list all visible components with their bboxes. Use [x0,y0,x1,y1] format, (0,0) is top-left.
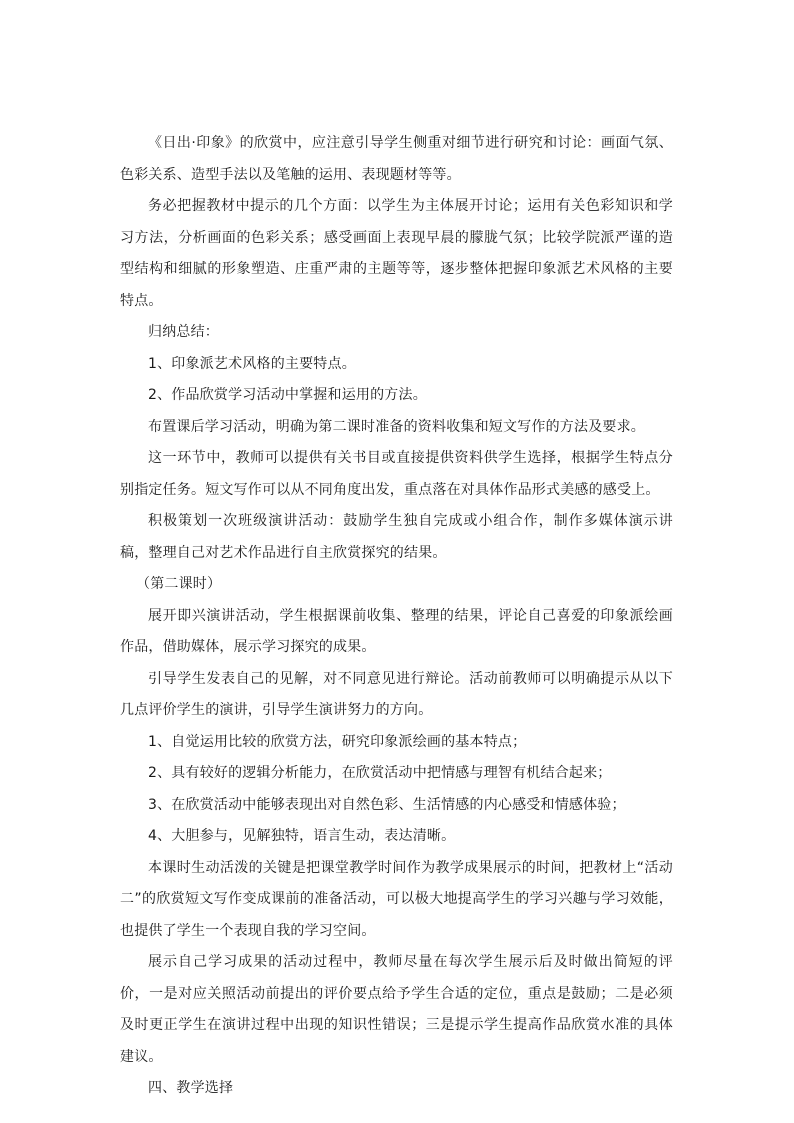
paragraph-summary-heading: 归纳总结： [148,324,219,340]
section-heading-teaching-choice: 四、教学选择 [148,1080,234,1096]
paragraph-evaluation: 展示自己学习成果的活动过程中，教师尽量在每次学生展示后及时做出简短的评价，一是对应关照活动前提出的评价要点给予学生合适的定位，重点是鼓励；二是必须及时更正学生在演讲过程中出现的知识性错误；三是提示学生提高作品欣赏水准的具体建议。 [120,954,673,1065]
paragraph-teacher-resources: 这一环节中，教师可以提供有关书目或直接提供资料供学生选择，根据学生特点分别指定任务。短文写作可以从不同角度出发，重点落在对具体作品形式美感的感受上。 [120,450,673,498]
paragraph-speech-activity: 展开即兴演讲活动，学生根据课前收集、整理的结果，评论自己喜爱的印象派绘画作品，借助媒体，展示学习探究的成果。 [120,607,673,655]
document-page [120,128,673,1105]
paragraph-debate: 引导学生发表自己的见解，对不同意见进行辩论。活动前教师可以明确提示从以下几点评价学生的演讲，引导学生演讲努力的方向。 [120,670,673,718]
criteria-item-4: 4、大胆参与，见解独特，语言生动，表达清晰。 [148,828,456,844]
summary-item-2: 2、作品欣赏学习活动中掌握和运用的方法。 [148,387,427,403]
paragraph-detail-appreciation: 《日出·印象》的欣赏中，应注意引导学生侧重对细节进行研究和讨论：画面气氛、色彩关系、造型手法以及笔触的运用、表现题材等等。 [120,135,673,183]
criteria-item-2: 2、具有较好的逻辑分析能力，在欣赏活动中把情感与理智有机结合起来； [148,765,612,781]
criteria-item-3: 3、在欣赏活动中能够表现出对自然色彩、生活情感的内心感受和情感体验； [148,796,626,813]
section-second-lesson: （第二课时） [136,576,222,592]
summary-item-1: 1、印象派艺术风格的主要特点。 [148,355,356,372]
criteria-item-1: 1、自觉运用比较的欣赏方法，研究印象派绘画的基本特点； [148,733,527,750]
paragraph-key-to-lesson: 本课时生动活泼的关键是把课堂教学时间作为教学成果展示的时间，把教材上“活动二”的欣赏短文写作变成课前的准备活动，可以极大地提高学生的学习兴趣与学习效能，也提供了学生一个表现自我的学习空间。 [120,859,673,939]
paragraph-key-aspects: 务必把握教材中提示的几个方面：以学生为主体展开讨论；运用有关色彩知识和学习方法，分析画面的色彩关系；感受画面上表现早晨的朦胧气氛；比较学院派严谨的造型结构和细腻的形象塑造、庄重严肃的主题等等，逐步整体把握印象派艺术风格的主要特点。 [120,198,673,309]
paragraph-speech-plan: 积极策划一次班级演讲活动：鼓励学生独自完成或小组合作，制作多媒体演示讲稿，整理自己对艺术作品进行自主欣赏探究的结果。 [120,513,673,561]
paragraph-homework: 布置课后学习活动，明确为第二课时准备的资料收集和短文写作的方法及要求。 [148,418,645,435]
